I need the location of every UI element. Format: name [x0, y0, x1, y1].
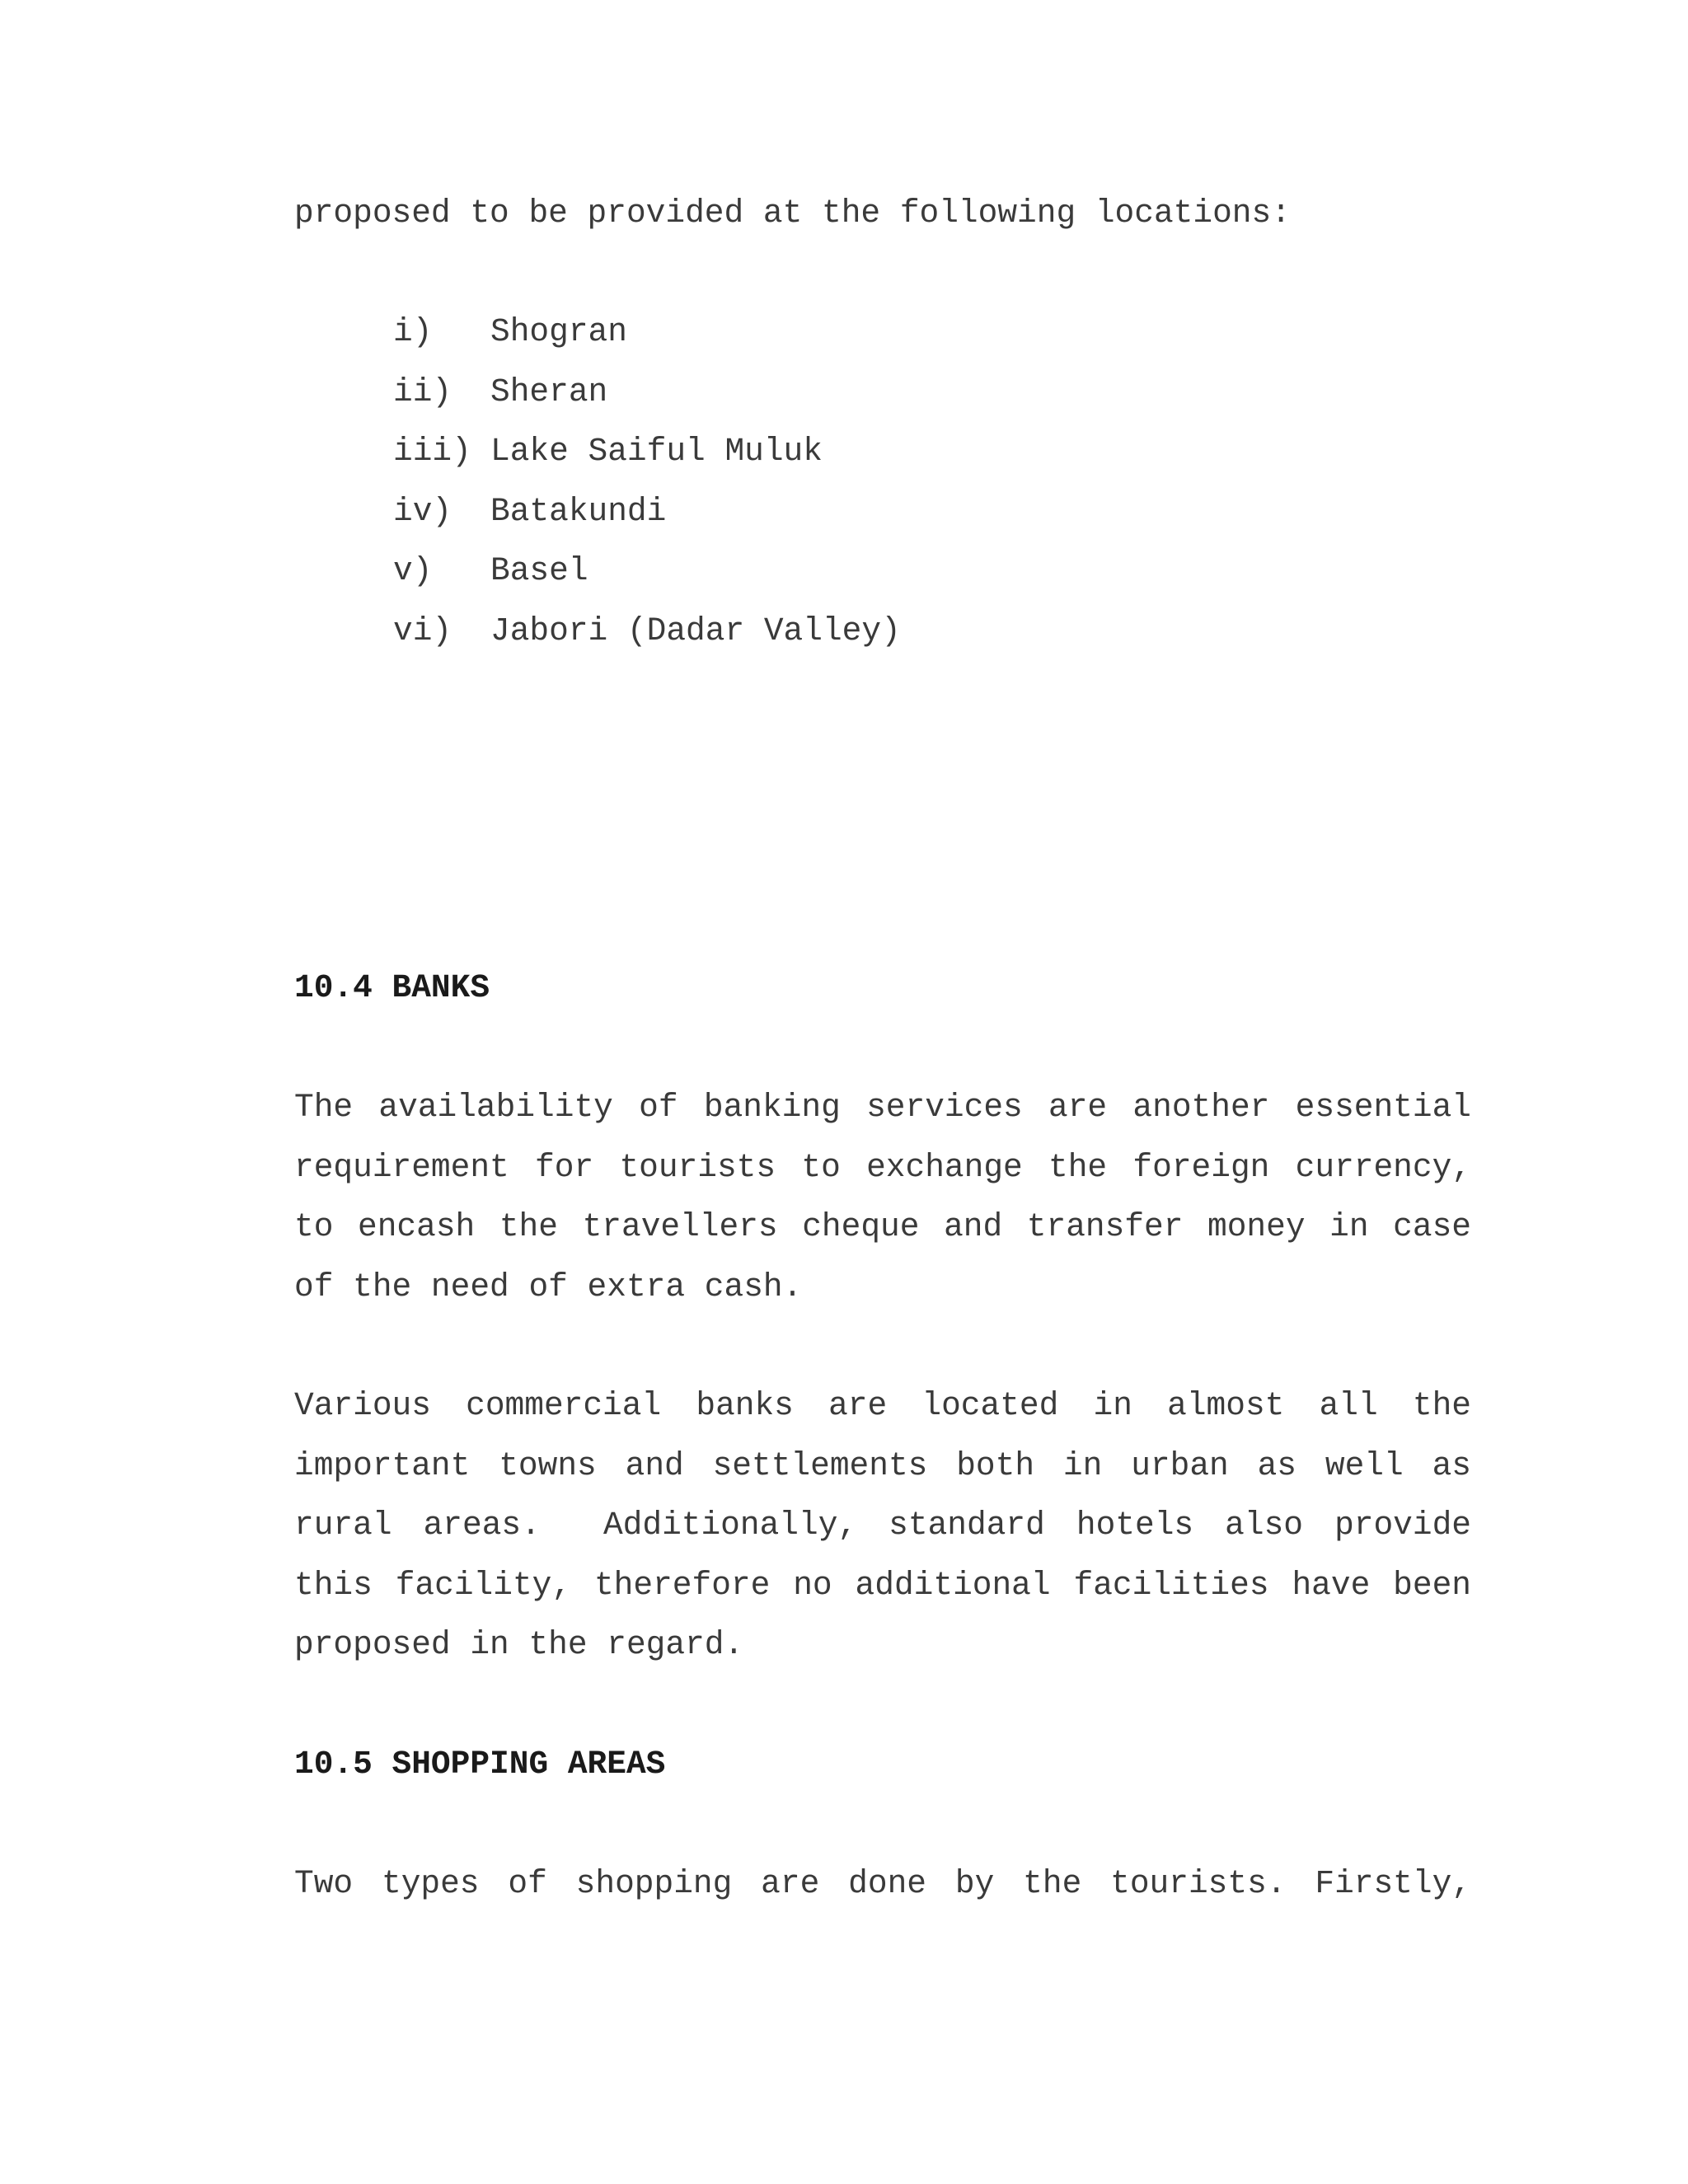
shopping-paragraph-1	[294, 1854, 1471, 1915]
list-number: v)	[393, 552, 433, 589]
paragraph-line: to encash the travellers cheque and transfer money in case	[294, 1208, 1471, 1245]
list-item	[393, 482, 901, 542]
paragraph-line: requirement for tourists to exchange the foreign currency,	[294, 1148, 1471, 1186]
paragraph-line: this facility, therefore no additional facilities have been	[294, 1566, 1471, 1604]
list-number: ii)	[393, 373, 452, 410]
list-number: vi)	[393, 612, 452, 649]
list-number: iv)	[393, 492, 452, 530]
document-page	[294, 0, 1471, 2184]
list-item	[393, 422, 901, 482]
list-text: Basel	[490, 552, 588, 589]
list-item	[393, 541, 901, 602]
list-text: Jabori (Dadar Valley)	[490, 612, 901, 649]
paragraph-line: of the need of extra cash.	[294, 1268, 803, 1305]
list-number: iii)	[393, 433, 471, 470]
banks-paragraph-2	[294, 1376, 1471, 1675]
paragraph-line: The availability of banking services are another essential	[294, 1089, 1471, 1126]
list-item	[393, 363, 901, 423]
list-text: Sheran	[490, 373, 608, 410]
list-text: Shogran	[490, 313, 627, 350]
list-number: i)	[393, 313, 433, 350]
section-heading-banks: 10.4 BANKS	[294, 969, 490, 1006]
intro-line: proposed to be provided at the following locations:	[294, 194, 1291, 232]
list-item	[393, 302, 901, 363]
paragraph-line: Two types of shopping are done by the tourists. Firstly,	[294, 1865, 1471, 1902]
list-text: Batakundi	[490, 492, 667, 530]
locations-list	[393, 302, 901, 661]
section-heading-shopping: 10.5 SHOPPING AREAS	[294, 1746, 666, 1783]
list-text: Lake Saiful Muluk	[490, 433, 823, 470]
paragraph-line: rural areas. Additionally, standard hotels also provide	[294, 1507, 1471, 1544]
paragraph-line: proposed in the regard.	[294, 1626, 744, 1663]
paragraph-line: important towns and settlements both in urban as well as	[294, 1446, 1471, 1484]
banks-paragraph-1	[294, 1078, 1471, 1317]
paragraph-line: Various commercial banks are located in almost all the	[294, 1387, 1471, 1424]
list-item	[393, 602, 901, 662]
